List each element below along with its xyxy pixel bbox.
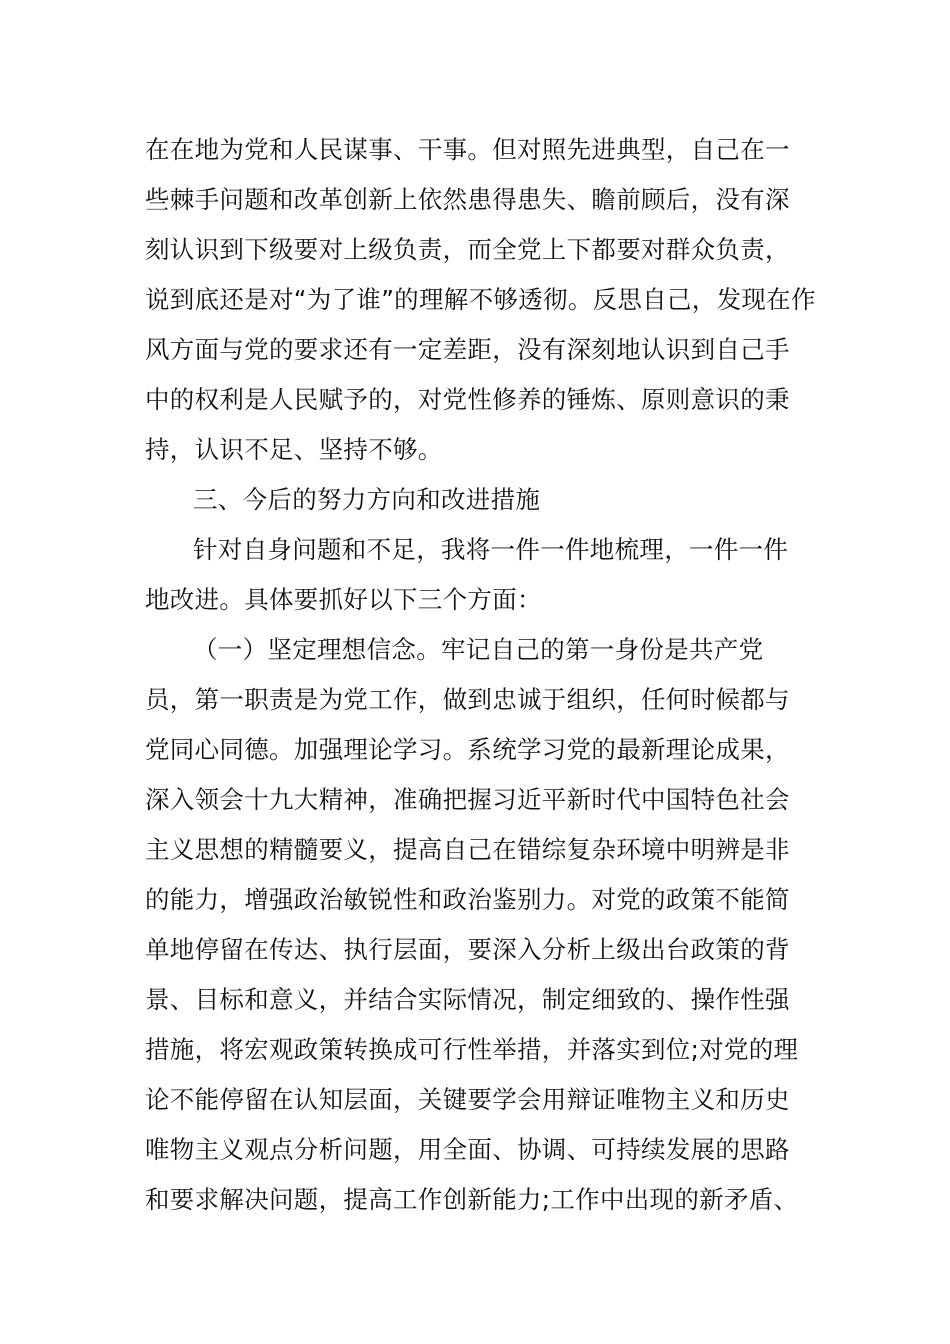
paragraph-line: 些棘手问题和改革创新上依然患得患失、瞻前顾后，没有深	[145, 185, 790, 214]
paragraph-line: 针对自身问题和不足，我将一件一件地梳理，一件一件	[193, 535, 789, 564]
paragraph-line: 单地停留在传达、执行层面，要深入分析上级出台政策的背	[145, 935, 790, 964]
section-heading: 三、今后的努力方向和改进措施	[193, 485, 541, 514]
paragraph-line: 景、目标和意义，并结合实际情况，制定细致的、操作性强	[145, 985, 790, 1014]
paragraph-line: 中的权利是人民赋予的，对党性修养的锤炼、原则意识的秉	[145, 385, 790, 414]
paragraph-line: 论不能停留在认知层面，关键要学会用辩证唯物主义和历史	[145, 1085, 790, 1114]
paragraph-line: 主义思想的精髓要义，提高自己在错综复杂环境中明辨是非	[145, 835, 790, 864]
paragraph-line: 员，第一职责是为党工作，做到忠诚于组织，任何时候都与	[145, 685, 790, 714]
subsection-heading-line: （一）坚定理想信念。牢记自己的第一身份是共产党	[193, 635, 764, 664]
paragraph-line: 和要求解决问题，提高工作创新能力;工作中出现的新矛盾、	[145, 1185, 799, 1214]
paragraph-line: 的能力，增强政治敏锐性和政治鉴别力。对党的政策不能简	[145, 885, 790, 914]
paragraph-line: 风方面与党的要求还有一定差距，没有深刻地认识到自己手	[145, 335, 790, 364]
paragraph-line: 说到底还是对“为了谁”的理解不够透彻。反思自己，发现在作	[145, 285, 816, 314]
paragraph-line: 持，认识不足、坚持不够。	[145, 435, 443, 464]
paragraph-line: 党同心同德。加强理论学习。系统学习党的最新理论成果，	[145, 735, 790, 764]
paragraph-line: 地改进。具体要抓好以下三个方面：	[145, 585, 542, 614]
paragraph-line: 措施，将宏观政策转换成可行性举措，并落实到位;对党的理	[145, 1035, 799, 1064]
paragraph-line: 唯物主义观点分析问题，用全面、协调、可持续发展的思路	[145, 1135, 790, 1164]
paragraph-line: 深入领会十九大精神，准确把握习近平新时代中国特色社会	[145, 785, 790, 814]
paragraph-line: 在在地为党和人民谋事、干事。但对照先进典型，自己在一	[145, 135, 790, 164]
paragraph-line: 刻认识到下级要对上级负责，而全党上下都要对群众负责，	[145, 235, 790, 264]
